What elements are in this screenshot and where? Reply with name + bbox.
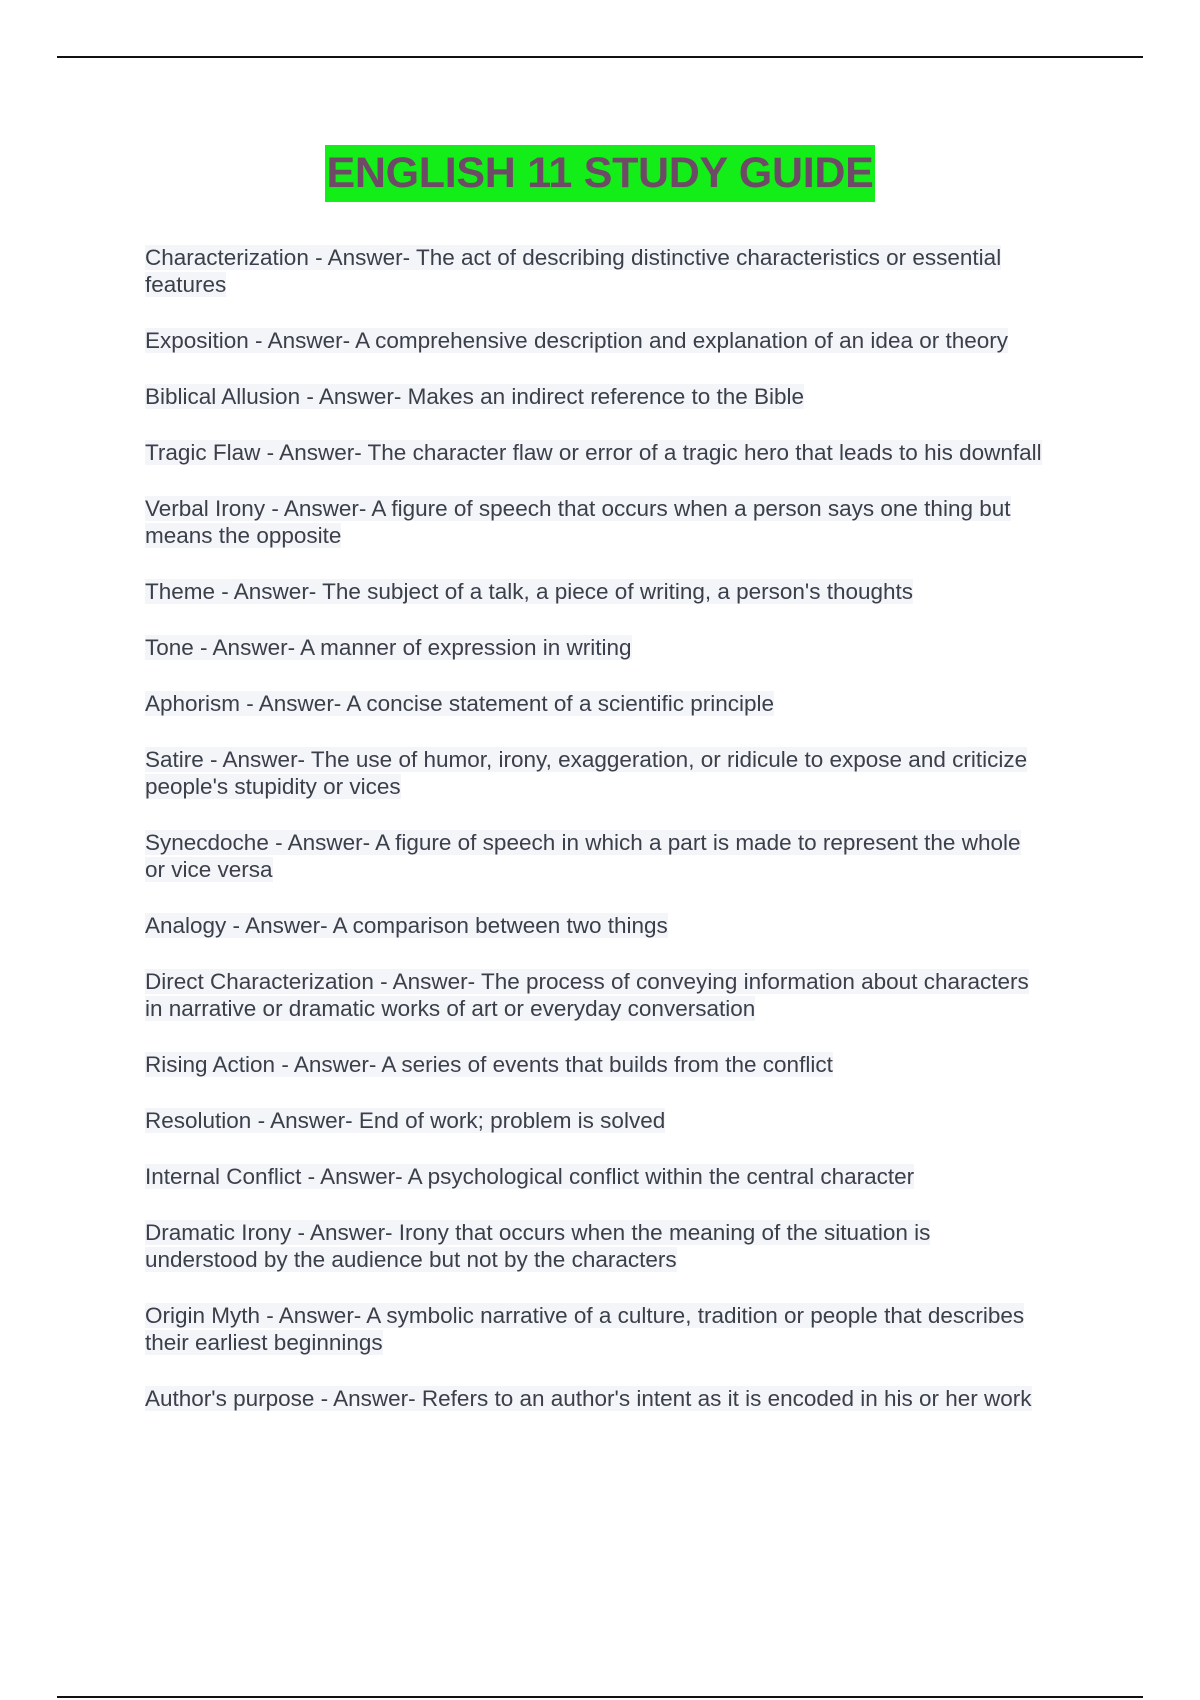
glossary-entry-rising-action (145, 1051, 1045, 1078)
entry-text: Satire - Answer- The use of humor, irony, exaggeration, or ridicule to expose and criticize people's stupidity or vices (145, 747, 1028, 799)
glossary-list (145, 244, 1045, 1441)
title-block (0, 145, 1200, 202)
entry-text: Biblical Allusion - Answer- Makes an indirect reference to the Bible (145, 384, 805, 409)
entry-text: Theme - Answer- The subject of a talk, a piece of writing, a person's thoughts (145, 579, 914, 604)
page-title: ENGLISH 11 STUDY GUIDE (325, 145, 876, 202)
entry-text: Dramatic Irony - Answer- Irony that occurs when the meaning of the situation is understood by the audience but not by the characters (145, 1220, 931, 1272)
glossary-entry-aphorism (145, 690, 1045, 717)
glossary-entry-theme (145, 578, 1045, 605)
bottom-rule (57, 1696, 1143, 1698)
top-rule (57, 56, 1143, 58)
glossary-entry-verbal-irony (145, 495, 1045, 549)
glossary-entry-exposition (145, 327, 1045, 354)
entry-text: Synecdoche - Answer- A figure of speech in which a part is made to represent the whole or vice versa (145, 830, 1021, 882)
entry-text: Tragic Flaw - Answer- The character flaw or error of a tragic hero that leads to his downfall (145, 440, 1042, 465)
glossary-entry-authors-purpose (145, 1385, 1045, 1412)
glossary-entry-dramatic-irony (145, 1219, 1045, 1273)
glossary-entry-tone (145, 634, 1045, 661)
entry-text: Internal Conflict - Answer- A psychological conflict within the central character (145, 1164, 915, 1189)
entry-text: Direct Characterization - Answer- The process of conveying information about characters in narrative or dramatic works of art or everyday conversation (145, 969, 1029, 1021)
glossary-entry-internal-conflict (145, 1163, 1045, 1190)
glossary-entry-direct-characterization (145, 968, 1045, 1022)
entry-text: Rising Action - Answer- A series of events that builds from the conflict (145, 1052, 833, 1077)
glossary-entry-tragic-flaw (145, 439, 1045, 466)
glossary-entry-characterization (145, 244, 1045, 298)
entry-text: Aphorism - Answer- A concise statement of a scientific principle (145, 691, 775, 716)
entry-text: Origin Myth - Answer- A symbolic narrative of a culture, tradition or people that describes their earliest beginnings (145, 1303, 1025, 1355)
glossary-entry-resolution (145, 1107, 1045, 1134)
entry-text: Verbal Irony - Answer- A figure of speech that occurs when a person says one thing but means the opposite (145, 496, 1011, 548)
glossary-entry-satire (145, 746, 1045, 800)
entry-text: Resolution - Answer- End of work; problem is solved (145, 1108, 666, 1133)
entry-text: Tone - Answer- A manner of expression in writing (145, 635, 632, 660)
glossary-entry-analogy (145, 912, 1045, 939)
entry-text: Author's purpose - Answer- Refers to an author's intent as it is encoded in his or her work (145, 1386, 1032, 1411)
glossary-entry-origin-myth (145, 1302, 1045, 1356)
glossary-entry-biblical-allusion (145, 383, 1045, 410)
entry-text: Exposition - Answer- A comprehensive description and explanation of an idea or theory (145, 328, 1009, 353)
entry-text: Characterization - Answer- The act of describing distinctive characteristics or essential features (145, 245, 1002, 297)
glossary-entry-synecdoche (145, 829, 1045, 883)
entry-text: Analogy - Answer- A comparison between two things (145, 913, 668, 938)
